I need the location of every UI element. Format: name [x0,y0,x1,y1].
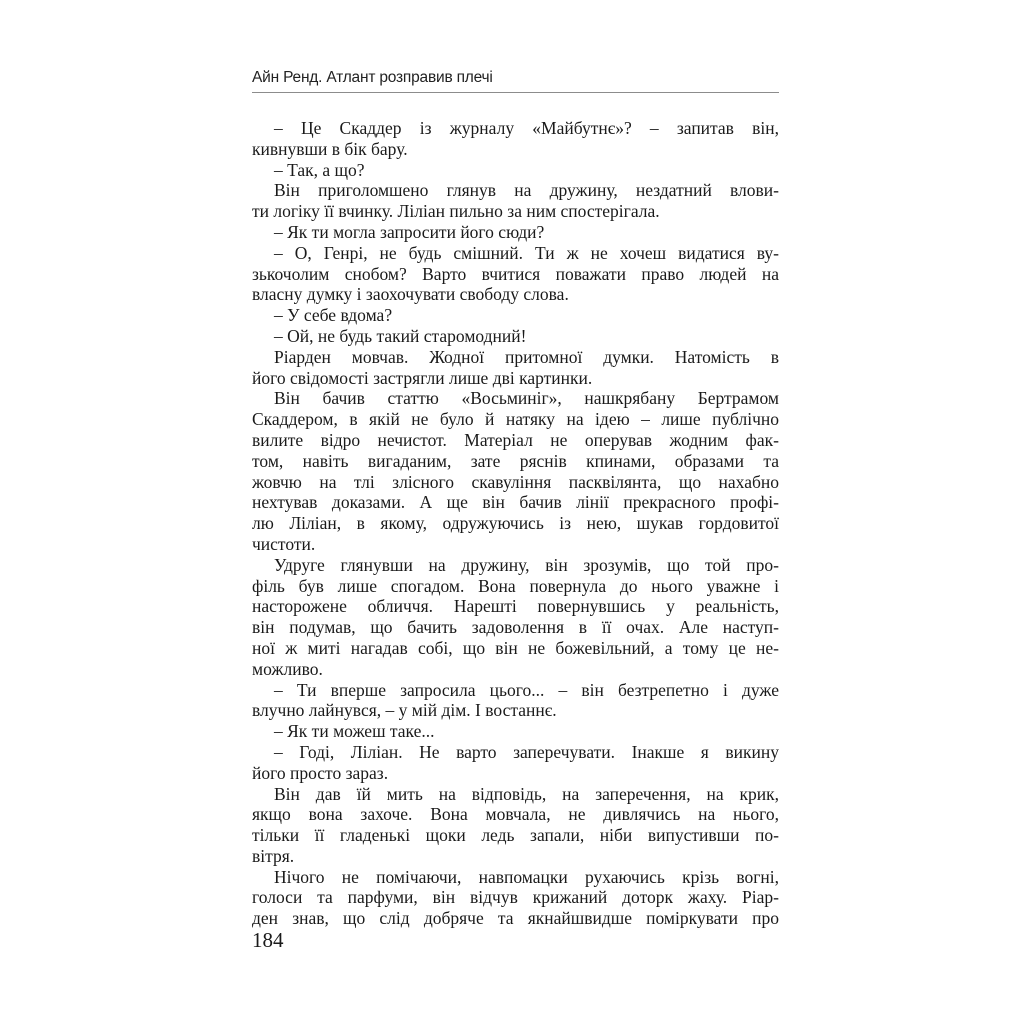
text-line: ден знав, що слід добряче та якнайшвидше поміркувати про [252,908,779,929]
text-line: його просто зараз. [252,762,389,783]
text-line: вилите відро нечистот. Матеріал не оперував жодним фак- [252,429,779,450]
text-line: можливо. [252,658,323,679]
text-line: насторожене обличчя. Нарешті повернувшись у реальність, [252,596,779,617]
text-line: – Як ти могла запросити його сюди? [274,221,545,242]
text-line: нехтував доказами. А ще він бачив лінії прекрасного профі- [252,492,779,513]
text-line: Скаддером, в якій не було й натяку на ідею – лише публічно [252,409,779,430]
text-line: ти логіку її вчинку. Ліліан пильно за ним спостерігала. [252,201,660,222]
text-line: Він дав їй мить на відповідь, на заперечення, на крик, [274,783,779,804]
text-line: голоси та парфуми, він відчув крижаний доторк жаху. Ріар- [252,887,779,908]
text-line: кивнувши в бік бару. [252,138,408,159]
text-line: Нічого не помічаючи, навпомацки рухаючись крізь вогні, [274,866,779,887]
text-line: Він приголомшено глянув на дружину, нездатний влови- [274,180,779,201]
text-line: – У себе вдома? [274,305,393,326]
text-line: чистоти. [252,533,316,554]
body-text [252,118,779,929]
text-line: філь був лише спогадом. Вона повернула до нього уважне і [252,575,779,596]
running-header: Айн Ренд. Атлант розправив плечі [252,68,779,93]
text-line: ної ж миті нагадав собі, що він не божевільний, а тому це не- [252,637,779,658]
text-line: Він бачив статтю «Восьминіг», нашкрябану Бертрамом [274,388,779,409]
text-line: – Це Скаддер із журналу «Майбутнє»? – запитав він, [274,118,779,138]
text-line: зькочолим снобом? Варто вчитися поважати право людей на [252,263,779,284]
text-line: якщо вона захоче. Вона мовчала, не дивлячись на нього, [252,804,779,825]
page-number: 184 [252,928,284,952]
text-line: лю Ліліан, в якому, одружуючись із нею, шукав гордовитої [252,513,779,534]
text-line: влучно лайнувся, – у мій дім. І востаннє. [252,700,557,721]
text-line: – Так, а що? [274,159,365,180]
text-line: Ріарден мовчав. Жодної притомної думки. Натомість в [274,346,779,367]
text-line: том, навіть вигаданим, зате ряснів кпинами, образами та [252,450,779,471]
text-line: – Ти вперше запросила цього... – він безтрепетно і дуже [274,679,779,700]
text-line: – Годі, Ліліан. Не варто заперечувати. Інакше я викину [274,741,779,762]
text-line: Удруге глянувши на дружину, він зрозумів, що той про- [274,554,779,575]
text-line: тільки її гладенькі щоки ледь запали, ніби випустивши по- [252,825,779,846]
text-line: вітря. [252,845,295,866]
text-line: його свідомості застрягли лише дві картинки. [252,367,593,388]
text-line: – Як ти можеш таке... [274,721,435,742]
text-line: власну думку і заохочувати свободу слова. [252,284,569,305]
text-line: – Ой, не будь такий старомодний! [274,325,527,346]
text-line: – О, Генрі, не будь смішний. Ти ж не хочеш видатися ву- [274,242,779,263]
text-line: жовчю на тлі злісного скавуління пасквілянта, що нахабно [252,471,779,492]
text-line: він подумав, що бачить задоволення в її очах. Але наступ- [252,617,779,638]
